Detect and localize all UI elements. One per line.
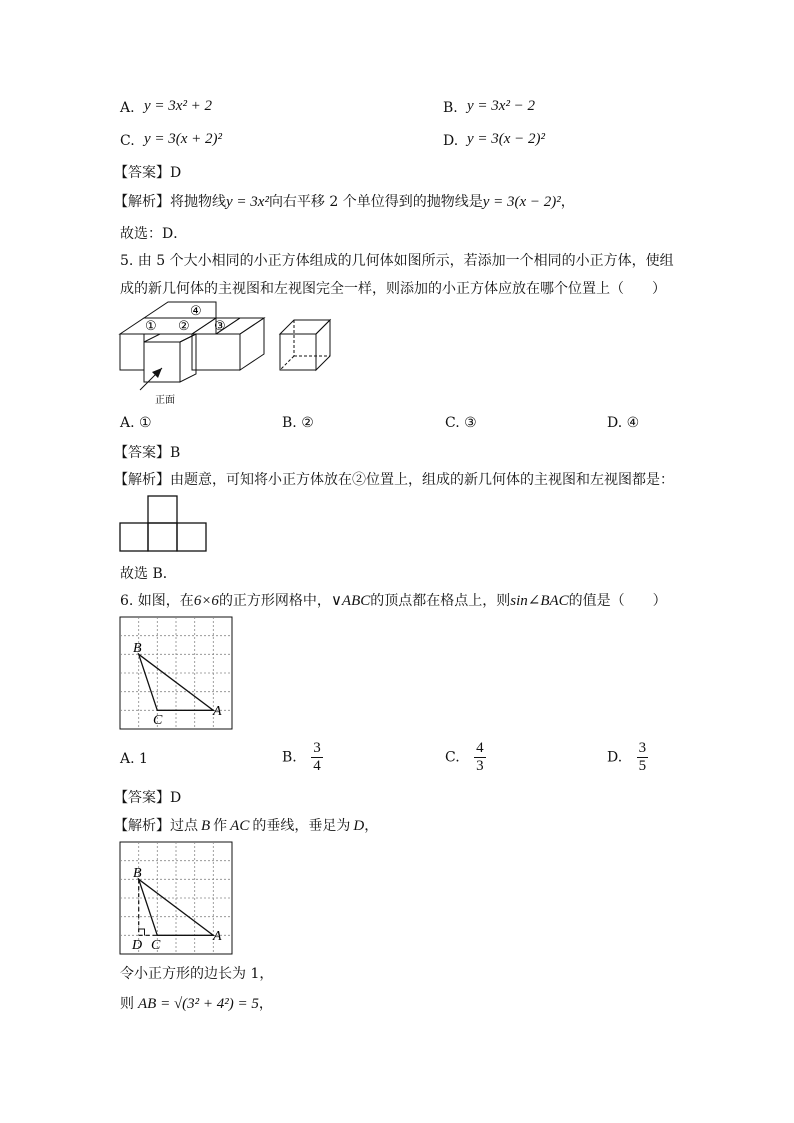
- stem-text: 的顶点都在格点上，则: [370, 593, 511, 609]
- analysis-math: y = 3x²: [226, 194, 269, 210]
- q5-option-b: B. ②: [282, 415, 314, 431]
- analysis-math: AC: [230, 818, 250, 834]
- question-5-stem-line2: 成的新几何体的主视图和左视图完全一样，则添加的小正方体应放在哪个位置上（ ）: [120, 281, 666, 297]
- conclusion-q5: 故选 B．: [120, 566, 177, 582]
- q5-option-d: D. ④: [607, 415, 640, 431]
- vertex-label-c: C: [151, 938, 161, 953]
- option-c-label: C.: [120, 133, 135, 149]
- stem-math: sin∠BAC: [510, 593, 569, 609]
- analysis-text: 向右平移 2 个单位得到的抛物线是: [268, 194, 483, 210]
- position-label-3: ③: [214, 318, 226, 333]
- analysis-text: ，: [364, 818, 379, 834]
- option-c-math: y = 3(x + 2)²: [144, 131, 223, 147]
- denominator: 5: [638, 758, 647, 774]
- vertex-label-a: A: [213, 704, 222, 719]
- analysis-text: 作: [213, 818, 228, 834]
- option-b-math: y = 3x² − 2: [467, 98, 536, 114]
- analysis-math: D: [353, 818, 365, 834]
- position-label-4: ④: [190, 303, 202, 318]
- q6-option-a: A. 1: [120, 751, 148, 767]
- analysis-q5: 【解析】由题意，可知将小正方体放在②位置上，组成的新几何体的主视图和左视图都是：: [114, 472, 674, 488]
- analysis-math: B: [201, 818, 211, 834]
- ab-prefix: 则: [120, 996, 134, 1012]
- option-d-math: y = 3(x − 2)²: [467, 131, 546, 147]
- numerator: 4: [476, 740, 484, 756]
- analysis-tag: 【解析】: [114, 818, 170, 834]
- option-b-label: B.: [443, 100, 458, 116]
- vertex-label-d: D: [132, 938, 143, 953]
- answer-q6: 【答案】D: [114, 790, 182, 806]
- stem-text: 的值是（ ）: [568, 593, 667, 609]
- analysis-text: 过点: [170, 818, 198, 834]
- analysis-text: 的垂线，垂足为: [252, 818, 351, 834]
- analysis-text: 将抛物线: [170, 194, 226, 210]
- ab-math: AB = √(3² + 4²) = 5: [138, 996, 259, 1012]
- conclusion-q4: 故选：D．: [120, 226, 188, 242]
- analysis-math: y = 3(x − 2)²: [482, 194, 561, 210]
- stem-math: ∨ABC: [330, 593, 371, 609]
- option-label: D.: [607, 749, 623, 766]
- stem-text: 的正方形网格中，: [218, 593, 331, 609]
- option-d-label: D.: [443, 133, 459, 149]
- option-a-math: y = 3x² + 2: [144, 98, 213, 114]
- front-label: 正面: [155, 395, 175, 406]
- stem-text: 6. 如图，在: [120, 593, 194, 609]
- unit-length-line: 令小正方形的边长为 1，: [120, 966, 274, 982]
- option-a-label: A.: [120, 100, 135, 116]
- numerator: 3: [313, 740, 321, 756]
- answer-q5: 【答案】B: [114, 445, 181, 461]
- q5-option-a: A. ①: [120, 415, 152, 431]
- vertex-label-b: B: [133, 866, 142, 881]
- option-label: B.: [282, 749, 297, 766]
- denominator: 3: [476, 758, 484, 774]
- vertex-label-c: C: [153, 713, 163, 728]
- vertex-label-b: B: [133, 641, 142, 656]
- answer-q4: 【答案】D: [114, 165, 182, 181]
- ab-length-line: [120, 993, 273, 1013]
- vertex-label-a: A: [213, 929, 222, 944]
- question-5-stem-line1: 5. 由 5 个大小相同的小正方体组成的几何体如图所示，若添加一个相同的小正方体，使组: [120, 253, 674, 269]
- ab-suffix: ，: [258, 996, 273, 1012]
- position-label-1: ①: [145, 318, 157, 333]
- denominator: 4: [313, 758, 321, 774]
- position-label-2: ②: [178, 318, 190, 333]
- analysis-text: ，: [560, 194, 575, 210]
- stem-math: 6×6: [193, 593, 219, 609]
- analysis-tag: 【解析】: [114, 194, 170, 210]
- numerator: 3: [638, 740, 647, 756]
- q5-option-c: C. ③: [445, 415, 477, 431]
- option-label: C.: [445, 749, 460, 766]
- right-angle-mark: [139, 929, 145, 935]
